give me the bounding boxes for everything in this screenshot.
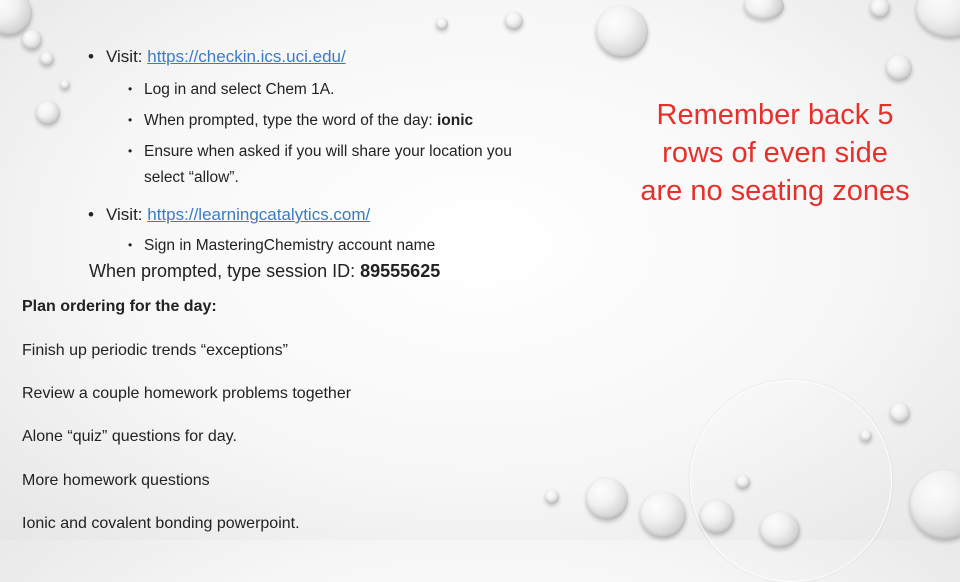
visit-checkin-bullet — [88, 47, 346, 67]
bullet-dot: • — [88, 205, 94, 224]
signin-step-text: Sign in MasteringChemistry account name — [144, 237, 436, 254]
location-step — [128, 143, 512, 161]
login-step-text: Log in and select Chem 1A. — [144, 81, 335, 98]
bullet-dot: • — [88, 47, 94, 66]
water-drop-decoration — [596, 6, 648, 58]
bullet-dot: • — [128, 144, 133, 158]
water-drop-decoration — [886, 55, 912, 81]
bullet-dot: • — [128, 238, 133, 252]
checkin-link[interactable]: https://checkin.ics.uci.edu/ — [147, 47, 346, 66]
water-drop-decoration — [640, 492, 686, 538]
learningcatalytics-link[interactable]: https://learningcatalytics.com/ — [147, 205, 371, 224]
water-drop-decoration — [916, 0, 960, 38]
location-step-line1: Ensure when asked if you will share your location you — [144, 143, 512, 160]
session-id-value: 89555625 — [360, 261, 441, 281]
bullet-dot: • — [128, 82, 133, 96]
session-id-label: When prompted, type session ID: — [89, 261, 361, 281]
plan-item: More homework questions — [22, 472, 210, 489]
bullet-dot: • — [128, 113, 133, 127]
water-drop-decoration — [505, 12, 523, 30]
water-drop-decoration — [910, 470, 960, 540]
visit-label: Visit: — [106, 205, 148, 224]
session-id-line — [89, 261, 440, 282]
plan-item: Ionic and covalent bonding powerpoint. — [22, 515, 300, 532]
signin-step — [128, 237, 435, 255]
word-of-day-step — [128, 112, 473, 130]
water-drop-decoration — [545, 490, 559, 504]
water-drop-decoration — [870, 0, 890, 18]
word-of-day-text: When prompted, type the word of the day: — [144, 112, 437, 129]
reminder-line: are no seating zones — [640, 175, 910, 207]
water-drop-decoration — [60, 80, 70, 90]
visit-learningcatalytics-bullet — [88, 205, 370, 225]
word-of-day-value: ionic — [436, 112, 474, 129]
water-drop-decoration — [22, 30, 42, 50]
water-drop-decoration — [40, 52, 54, 66]
water-drop-decoration — [436, 18, 448, 30]
seating-reminder — [610, 96, 940, 210]
reminder-line: Remember back 5 — [656, 99, 894, 131]
water-drop-decoration — [744, 0, 784, 20]
plan-item: Finish up periodic trends “exceptions” — [22, 342, 288, 359]
ring-decoration — [690, 380, 892, 582]
water-drop-decoration — [586, 478, 628, 520]
plan-heading: Plan ordering for the day: — [22, 298, 217, 315]
visit-label: Visit: — [106, 47, 148, 66]
water-drop-decoration — [890, 403, 910, 423]
water-drop-decoration — [36, 101, 60, 125]
location-step-continued — [144, 169, 239, 187]
plan-item: Review a couple homework problems together — [22, 385, 352, 402]
reminder-line: rows of even side — [662, 137, 888, 169]
login-step — [128, 81, 334, 99]
location-step-line2: select “allow”. — [144, 169, 239, 186]
plan-item: Alone “quiz” questions for day. — [22, 428, 237, 445]
